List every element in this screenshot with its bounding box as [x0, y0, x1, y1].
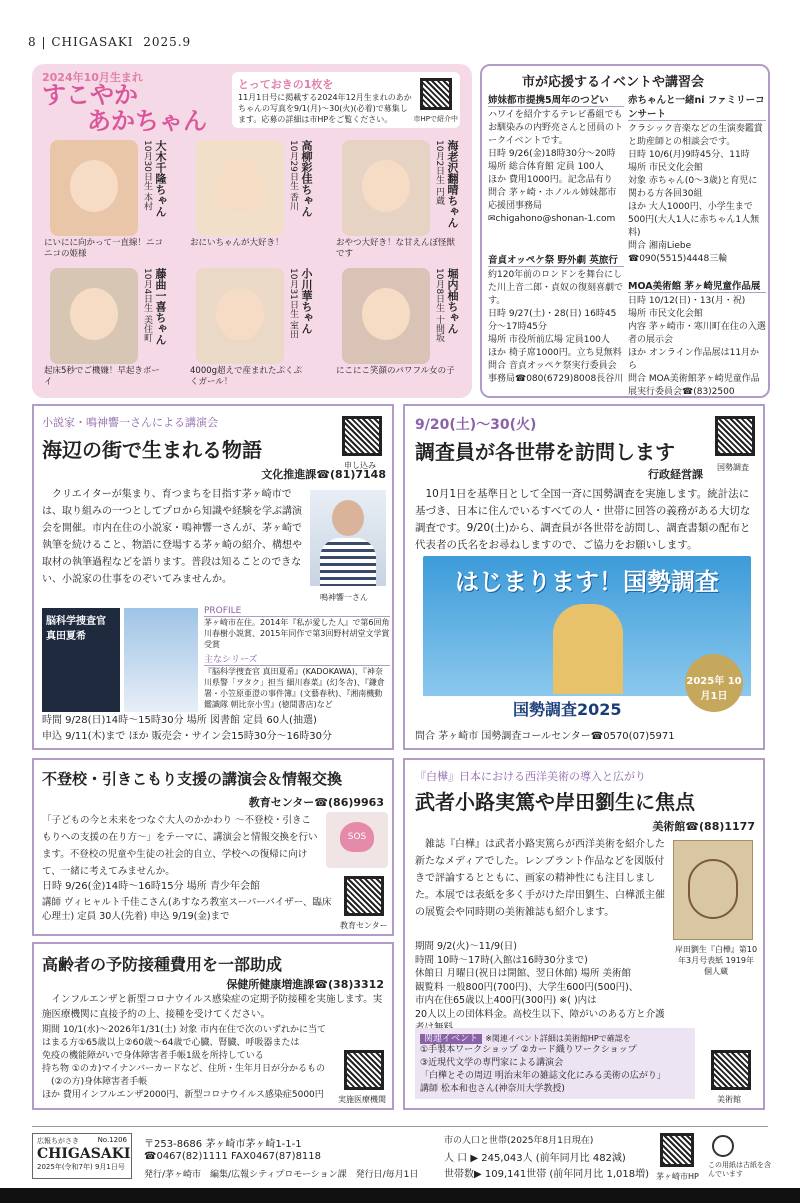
- banner-logo: 国勢調査2025: [513, 700, 622, 719]
- event-desc: 約120年前のロンドンを舞台にした川上音二郎・貞奴の復刻喜劇です。: [488, 270, 624, 306]
- art-image: [673, 840, 753, 940]
- info-row: 市内在住65歳以上400円(300円) ※( )内は: [415, 995, 597, 1006]
- novel-body: クリエイターが集まり、育つまちを目指す茅ヶ崎市では、取り組みの一つとしてプロから知識や経験を学ぶ講演会を開催。市内在住の小説家・鳴神響一さんが、茅ヶ崎で執筆を続けること、物語に登場する茅ヶ崎の紹介、構想や取材の執筆過程などを語ります。普段は知ることのできない、小説家の仕事をのぞいてみませんか。: [42, 489, 302, 585]
- info-row: 対象 赤ちゃん(0～3歳)と育児に関わる方各回30組: [628, 176, 758, 199]
- population-heading: 市の人口と世帯(2025年8月1日現在): [444, 1136, 594, 1146]
- event-4: [628, 278, 766, 399]
- baby-photo: [342, 268, 430, 364]
- page-number: 8: [28, 35, 37, 49]
- census-section: [403, 404, 765, 750]
- related-heading: 関連イベント: [420, 1034, 482, 1044]
- baby-name: 小川華ちゃん: [300, 268, 313, 334]
- qr-code[interactable]: [715, 416, 755, 456]
- footer-publisher: 発行/茅ヶ崎市 編集/広報シティプロモーション課 発行日/毎月1日: [144, 1170, 419, 1180]
- events-title: 市が応援するイベントや講習会: [522, 75, 705, 90]
- baby-name: 藤曲一喜ちゃん: [154, 268, 167, 345]
- works-text: 『脳科学捜査官 真田夏希』(KADOKAWA)、『神奈川県警「ヲタク」担当 細川春菜』(幻冬舎)、『鎌倉署・小笠原亜澄の事件簿』(文藝春秋)、『湘南機動鑑識隊 朝比奈小雪』(徳間書店)など: [204, 667, 385, 709]
- baby-caption: 起床5秒でご機嫌！早起きボーイ: [44, 366, 160, 387]
- baby-photo: [342, 140, 430, 236]
- sos-image: [326, 812, 388, 868]
- event-title: 姉妹都市提携5周年のつどい: [488, 92, 624, 107]
- footer-label: 広報ちがさき: [37, 1137, 79, 1145]
- baby-tag: 2024年10月生まれ: [42, 71, 143, 84]
- census-title: 調査員が各世帯を訪問します: [415, 440, 675, 464]
- novel-title: 海辺の街で生まれる物語: [42, 438, 262, 462]
- info-row: 講師 松本和也さん(神奈川大学教授): [420, 1084, 565, 1094]
- qr-label: 茅ヶ崎市HP: [656, 1172, 699, 1181]
- baby-caption: おやつ大好き！な甘えんぼ怪獣です: [336, 238, 456, 259]
- related-note: ※関連イベント詳細は美術館HPで確認を: [485, 1034, 631, 1043]
- works-heading: 主なシリーズ: [204, 652, 390, 666]
- art-section: [403, 758, 765, 1110]
- recycle-icon: [712, 1135, 734, 1157]
- novel-info-2: 申込 9/11(木)まで ほか 販売会・サイン会15時30分～16時30分: [42, 731, 332, 742]
- footer-date: 2025年(令和7年) 9月1日号: [37, 1163, 125, 1171]
- art-image-caption: 岸田劉生『白樺』第10年3月号表紙 1919年 個人蔵: [674, 945, 758, 976]
- census-body: 10月1日を基準日として全国一斉に国勢調査を実施します。統計法に基づき、日本に住んでいるすべての人・世帯に回答の義務がある大切な調査です。9/20(土)から、調査員が各世帯を訪問し、調査書類の配布と代表者の氏名をお尋ねしますので、ご協力をお願いします。: [415, 488, 751, 551]
- info-row: 「白樺とその周辺 明治末年の雑誌文化にみる美術の広がり」: [420, 1071, 666, 1081]
- baby-name: 海老沢翻晴ちゃん: [446, 140, 459, 228]
- author-photo: [310, 490, 386, 586]
- census-dept: 行政経営課: [648, 468, 703, 481]
- footer-name: CHIGASAKI: [37, 1146, 131, 1162]
- novel-section: [32, 404, 394, 750]
- banner-heading: はじまります！国勢調査: [455, 568, 719, 596]
- baby-caption: にこにこ笑顔のパワフル女の子: [336, 366, 455, 376]
- info-row: 場所 市役所前広場 定員100人: [488, 335, 610, 345]
- info-row: 場所 総合体育館 定員 100人: [488, 162, 604, 172]
- event-title: MOA美術館 茅ヶ崎児童作品展: [628, 278, 766, 293]
- baby-info: 10月29日生 香川: [288, 140, 298, 211]
- qr-label: 国勢調査: [717, 463, 749, 472]
- baby-photo: [50, 268, 138, 364]
- info-row: 場所 市民文化会館: [628, 163, 703, 173]
- footer-masthead: [32, 1133, 132, 1179]
- info-row: ほか 費用インフルエンザ2000円、新型コロナウイルス感染症5000円: [42, 1090, 324, 1100]
- baby-name: 高柳彩佳ちゃん: [300, 140, 313, 217]
- book-cover-1: 脳科学捜査官 真田夏希: [42, 608, 120, 712]
- info-row: ①手製本ワークショップ ②カード織りワークショップ: [420, 1045, 637, 1055]
- info-row: (②の方)身体障害者手帳: [42, 1077, 148, 1087]
- info-row: 日時 10/6(月)9時45分、11時: [628, 150, 750, 160]
- art-dept: 美術館☎(88)1177: [652, 820, 755, 833]
- related-events: [415, 1028, 695, 1099]
- event-title: 音貞オッペケ祭 野外劇 英旅行: [488, 252, 624, 267]
- vac-section: [32, 942, 394, 1110]
- info-row: 問合 湘南Liebe ☎090(5515)4448三輪: [628, 241, 728, 264]
- qr-label: 市HPで紹介中: [413, 115, 458, 123]
- baby-info: 10月8日生 十間坂: [434, 268, 444, 343]
- recycle-note: この用紙は古紙を含んでいます: [708, 1161, 771, 1178]
- census-tag: 9/20(土)～30(火): [415, 417, 537, 433]
- bottom-bar: [0, 1188, 800, 1203]
- art-body: 雑誌『白樺』は武者小路実篤らが西洋美術を紹介した新たなメディアでした。レンブラント作品などを図版付きで評論するとともに、画家の精神性にも注目しました。本展では表紙を多く手がけた岸田劉生、白樺派主催の展覧会や同時期の美術雑誌も紹介します。: [415, 839, 665, 918]
- qr-label: 実施医療機関: [338, 1095, 386, 1104]
- info-row: 場所 市民文化会館: [628, 309, 703, 319]
- event-1: [488, 92, 624, 226]
- event-2: [628, 92, 766, 266]
- info-row: 20人以上の団体料金。高校生以下、障がいのある方と介護: [415, 1008, 665, 1020]
- info-row: 観覧料 一般800円(700円)、大学生600円(500円)、: [415, 981, 639, 993]
- event-desc: ハワイを紹介するテレビ番組でもお馴染みの内野亮さんと団員のトークイベントです。: [488, 110, 624, 146]
- info-row: 問合 茅ヶ崎・ホノルル姉妹都市応援団事務局: [488, 188, 617, 211]
- qr-code[interactable]: [342, 416, 382, 456]
- novel-dept: 文化推進課☎(81)7148: [261, 468, 386, 481]
- vac-body: インフルエンザと新型コロナウイルス感染症の定期予防接種を実施します。実施医療機関に直接予約の上、接種を受けてください。: [42, 994, 383, 1020]
- baby-caption: おにいちゃんが大好き！: [190, 238, 284, 248]
- info-row: ほか 費用1000円。記念品有り: [488, 175, 613, 185]
- population: 人 口 ▶ 245,043人 (前年同月比 482減): [444, 1153, 626, 1164]
- info-row: ✉chigahono@shonan-1.com: [488, 214, 616, 224]
- magazine-name: CHIGASAKI: [51, 35, 134, 49]
- households: 世帯数▶ 109,141世帯 (前年同月比 1,018増): [444, 1169, 650, 1180]
- sos-heart: SOS: [340, 822, 374, 852]
- qr-code[interactable]: [711, 1050, 751, 1090]
- qr-code[interactable]: [344, 876, 384, 916]
- footer-address: 〒253-8686 茅ヶ崎市茅ヶ崎1-1-1: [144, 1139, 302, 1150]
- book-cover-2: [124, 608, 198, 712]
- baby-name: 堀内柚ちゃん: [446, 268, 459, 334]
- profile: [204, 606, 390, 710]
- baby-info: 10月30日生 本村: [142, 140, 152, 211]
- notice-text: 11月1日号に掲載する2024年12月生まれのあかちゃんの写真を9/1(月)～30(火)(必着)で募集します。応募の詳細は市HPをご覧ください。: [238, 93, 412, 124]
- info-row: 日時 9/26(金)18時30分～20時: [488, 149, 616, 159]
- qr-label: 美術館: [717, 1095, 741, 1104]
- baby-name: 大木千隆ちゃん: [154, 140, 167, 217]
- info-row: 日時 10/12(日)・13(月・祝): [628, 296, 746, 306]
- events-section: [480, 64, 770, 398]
- hiki-title: 不登校・引きこもり支援の講演会＆情報交換: [42, 770, 343, 788]
- info-row: 期間 9/2(火)～11/9(日): [415, 941, 517, 952]
- baby-photo: [50, 140, 138, 236]
- notice-box: [232, 72, 460, 128]
- info-row: 休館日 月曜日(祝日は開館、翌日休館) 場所 美術館: [415, 968, 631, 979]
- info-row: 期間 10/1(水)～2026年1/31(土) 対象 市内在住で次のいずれかに当てはまる方①65歳以上②60歳～64歳で心臓、腎臓、呼吸器または: [42, 1025, 326, 1048]
- footer-no: No.1206: [97, 1136, 127, 1144]
- hiki-info-2: 講師 ヴィヒャルト千佳こさん(あすなろ教室スーパーバイザー、臨床心理士) 定員 30人(先着) 申込 9/19(金)まで: [42, 897, 332, 922]
- event-3: [488, 252, 624, 386]
- info-row: ほか 椅子席1000円。立ち見無料: [488, 348, 622, 358]
- hiki-dept: 教育センター☎(86)9963: [248, 796, 384, 809]
- footer: [32, 1126, 771, 1186]
- novel-info-1: 時間 9/28(日)14時～15時30分 場所 図書館 定員 60人(抽選): [42, 715, 317, 726]
- footer-tel: ☎0467(82)1111 FAX0467(87)8118: [144, 1151, 322, 1162]
- notice-title: とっておきの1枚を: [238, 78, 334, 91]
- page-header: 8 | CHIGASAKI 2025.9: [28, 35, 192, 49]
- baby-caption: にいにに向かって一直線！ニコニコの姫様: [44, 238, 164, 259]
- vac-dept: 保健所健康増進課☎(38)3312: [226, 978, 384, 991]
- baby-photo: [196, 140, 284, 236]
- baby-photo: [196, 268, 284, 364]
- info-row: 問合 MOA美術館茅ヶ崎児童作品展実行委員会☎(83)2500: [628, 374, 760, 397]
- census-inquiry: 問合 茅ヶ崎市 国勢調査コールセンター☎0570(07)5971: [415, 731, 675, 742]
- event-desc: クラシック音楽などの生演奏鑑賞と助産師との相談会です。: [628, 124, 763, 147]
- info-row: 問合 音貞オッペケ祭実行委員会事務局☎080(6729)8008長谷川: [488, 361, 624, 384]
- vac-title: 高齢者の予防接種費用を一部助成: [42, 955, 283, 974]
- info-row: ③近現代文学の専門家による講演会: [420, 1058, 564, 1068]
- info-row: 日時 9/27(土)・28(日) 16時45分～17時45分: [488, 309, 617, 332]
- qr-code[interactable]: [344, 1050, 384, 1090]
- banner-date: 2025年 10月1日: [685, 654, 743, 712]
- census-banner: [423, 556, 751, 726]
- baby-title: すこやか あかちゃん: [42, 81, 207, 135]
- baby-caption: 4000g超えで産まれたぷくぷくガール！: [190, 366, 303, 387]
- qr-code[interactable]: [660, 1133, 694, 1167]
- hiki-info-1: 日時 9/26(金)14時～16時15分 場所 青少年会館: [42, 881, 260, 892]
- hiki-section: [32, 758, 394, 936]
- author-caption: 鳴神響一さん: [320, 593, 368, 602]
- info-row: 内容 茅ヶ崎市・寒川町在住の入選者の展示会: [628, 322, 766, 345]
- info-row: 免疫の機能障がいで身体障害者手帳1級を所持している: [42, 1051, 264, 1061]
- profile-heading: PROFILE: [204, 606, 390, 617]
- issue: 2025.9: [143, 35, 192, 49]
- profile-text: 茅ヶ崎市在住。2014年『私が愛した人』で第6回角川春樹小説賞、2015年同作で第3回野村胡堂文学賞受賞: [204, 618, 390, 649]
- info-row: 時間 10時～17時(入館は16時30分まで): [415, 954, 588, 966]
- art-tag: 『白樺』日本における西洋美術の導入と広がり: [415, 770, 646, 783]
- baby-info: 10月2日生 円蔵: [434, 140, 444, 206]
- art-title: 武者小路実篤や岸田劉生に焦点: [415, 790, 695, 814]
- qr-code[interactable]: [420, 78, 452, 110]
- qr-label: 申し込み: [344, 461, 376, 470]
- novel-tag: 小説家・鳴神響一さんによる講演会: [42, 416, 218, 429]
- baby-info: 10月31日生 室田: [288, 268, 298, 339]
- info-row: 持ち物 ①のカ)マイナンバーカードなど、住所・生年月日が分かるもの: [42, 1064, 326, 1074]
- event-title: 赤ちゃんと一緒ni ファミリーコンサート: [628, 92, 766, 121]
- info-row: ほか 大人1000円、小学生まで500円(大人1人に赤ちゃん1人無料): [628, 202, 760, 238]
- info-row: ほか オンライン作品展は11月から: [628, 348, 760, 371]
- baby-info: 10月4日生 美住町: [142, 268, 152, 343]
- qr-label: 教育センター: [340, 921, 388, 930]
- hiki-body: 「子どもの今と未来をつなぐ大人のかかわり ～不登校・引きこもりへの支援の在り方～」をテーマに、講演会と情報交換を行います。不登校の児童や生徒の社会的自立、学校への復帰に向けて、一緒に考えてみませんか。: [42, 815, 318, 877]
